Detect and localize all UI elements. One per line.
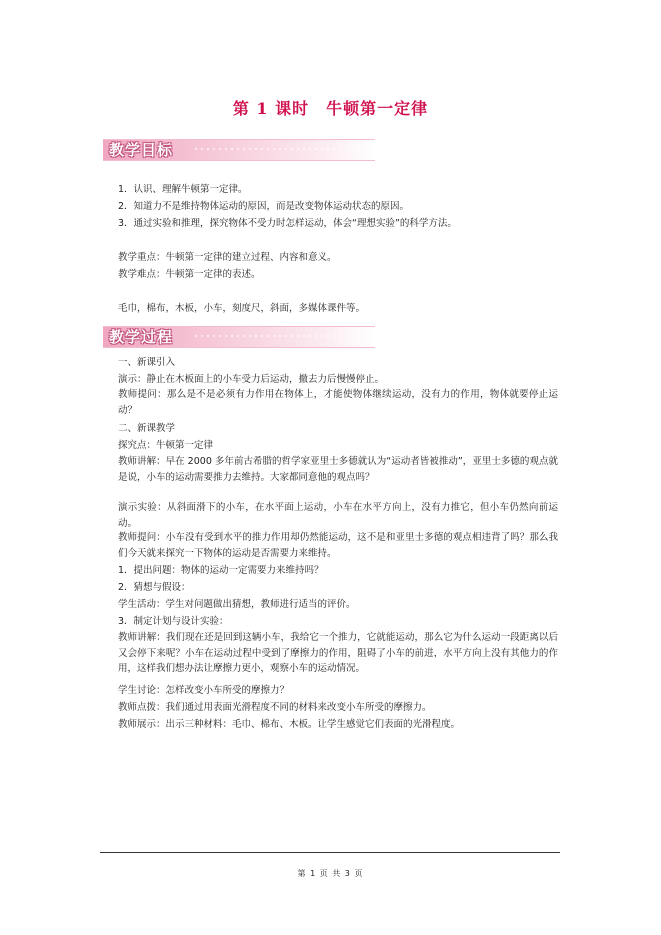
- explore-point: 探究点：牛顿第一定律: [118, 440, 214, 451]
- student-activity: 学生活动：学生对问题做出猜想，教师进行适当的评价。: [118, 599, 356, 610]
- banner-dots-decoration: [193, 333, 375, 341]
- teacher-guidance: 教师点拨：我们通过用表面光滑程度不同的材料来改变小车所受的摩擦力。: [118, 702, 432, 713]
- teacher-explain-1: 教师讲解：早在 2000 多年前古希腊的哲学家亚里士多德就认为“运动者皆被推动”，亚里士多德的观点就是说，小车的运动需要推力去维持。大家都同意他的观点吗？: [118, 456, 558, 483]
- section-banner-process: [103, 326, 375, 348]
- teacher-show: 教师展示：出示三种材料：毛巾、棉布、木板。让学生感觉它们表面的光滑程度。: [118, 719, 461, 730]
- section-title-goals: 教学目标: [109, 141, 174, 159]
- student-discussion: 学生讨论：怎样改变小车所受的摩擦力？: [118, 685, 290, 696]
- section-title-process: 教学过程: [109, 328, 174, 346]
- teacher-explain-2: 教师讲解：我们现在还是回到这辆小车，我给它一个推力，它就能运动，那么它为什么运动一段距离以后又会停下来呢？小车在运动过程中受到了摩擦力的作用，阻碍了小车的前进，水平方向上没有其他力的作用，这样我们想办法让摩擦力更小，观察小车的运动情况。: [118, 632, 558, 674]
- teacher-ask-2: 教师提问：小车没有受到水平的推力作用却仍然能运动，这不是和亚里士多德的观点相违背了吗？那么我们今天就来探究一下物体的运动是否需要力来维持。: [118, 532, 558, 559]
- teacher-ask-1: 教师提问：那么是不是必须有力作用在物体上，才能使物体继续运动，没有力的作用，物体就要停止运动？: [118, 389, 558, 416]
- page-title: 第 1 课时 牛顿第一定律: [232, 99, 429, 118]
- teach-heading: 二、新课教学: [118, 423, 176, 434]
- materials: 毛巾，棉布，木板，小车，刻度尺，斜面，多媒体课件等。: [118, 303, 366, 314]
- step-2: 2．猜想与假设：: [118, 582, 191, 593]
- banner-dots-decoration: [193, 146, 375, 154]
- demo-1: 演示：静止在木板面上的小车受力后运动，撤去力后慢慢停止。: [118, 374, 385, 385]
- step-3: 3．制定计划与设计实验：: [118, 616, 229, 627]
- intro-heading: 一、新课引入: [118, 357, 176, 368]
- key-point: 教学重点：牛顿第一定律的建立过程、内容和意义。: [118, 252, 337, 263]
- difficult-point: 教学难点：牛顿第一定律的表述。: [118, 269, 261, 280]
- step-1: 1．提出问题：物体的运动一定需要力来维持吗？: [118, 565, 324, 576]
- footer-divider: [100, 852, 560, 853]
- goal-item-1: 1．认识、理解牛顿第一定律。: [118, 184, 248, 195]
- demo-experiment: 演示实验：从斜面滑下的小车，在水平面上运动，小车在水平方向上，没有力推它，但小车仍然向前运动。: [118, 502, 558, 529]
- page-footer: 第 1 页 共 3 页: [297, 869, 364, 878]
- goal-item-3: 3．通过实验和推理，探究物体不受力时怎样运动，体会“理想实验”的科学方法。: [118, 218, 457, 229]
- section-banner-goals: [103, 139, 375, 161]
- goal-item-2: 2．知道力不是维持物体运动的原因，而是改变物体运动状态的原因。: [118, 201, 410, 212]
